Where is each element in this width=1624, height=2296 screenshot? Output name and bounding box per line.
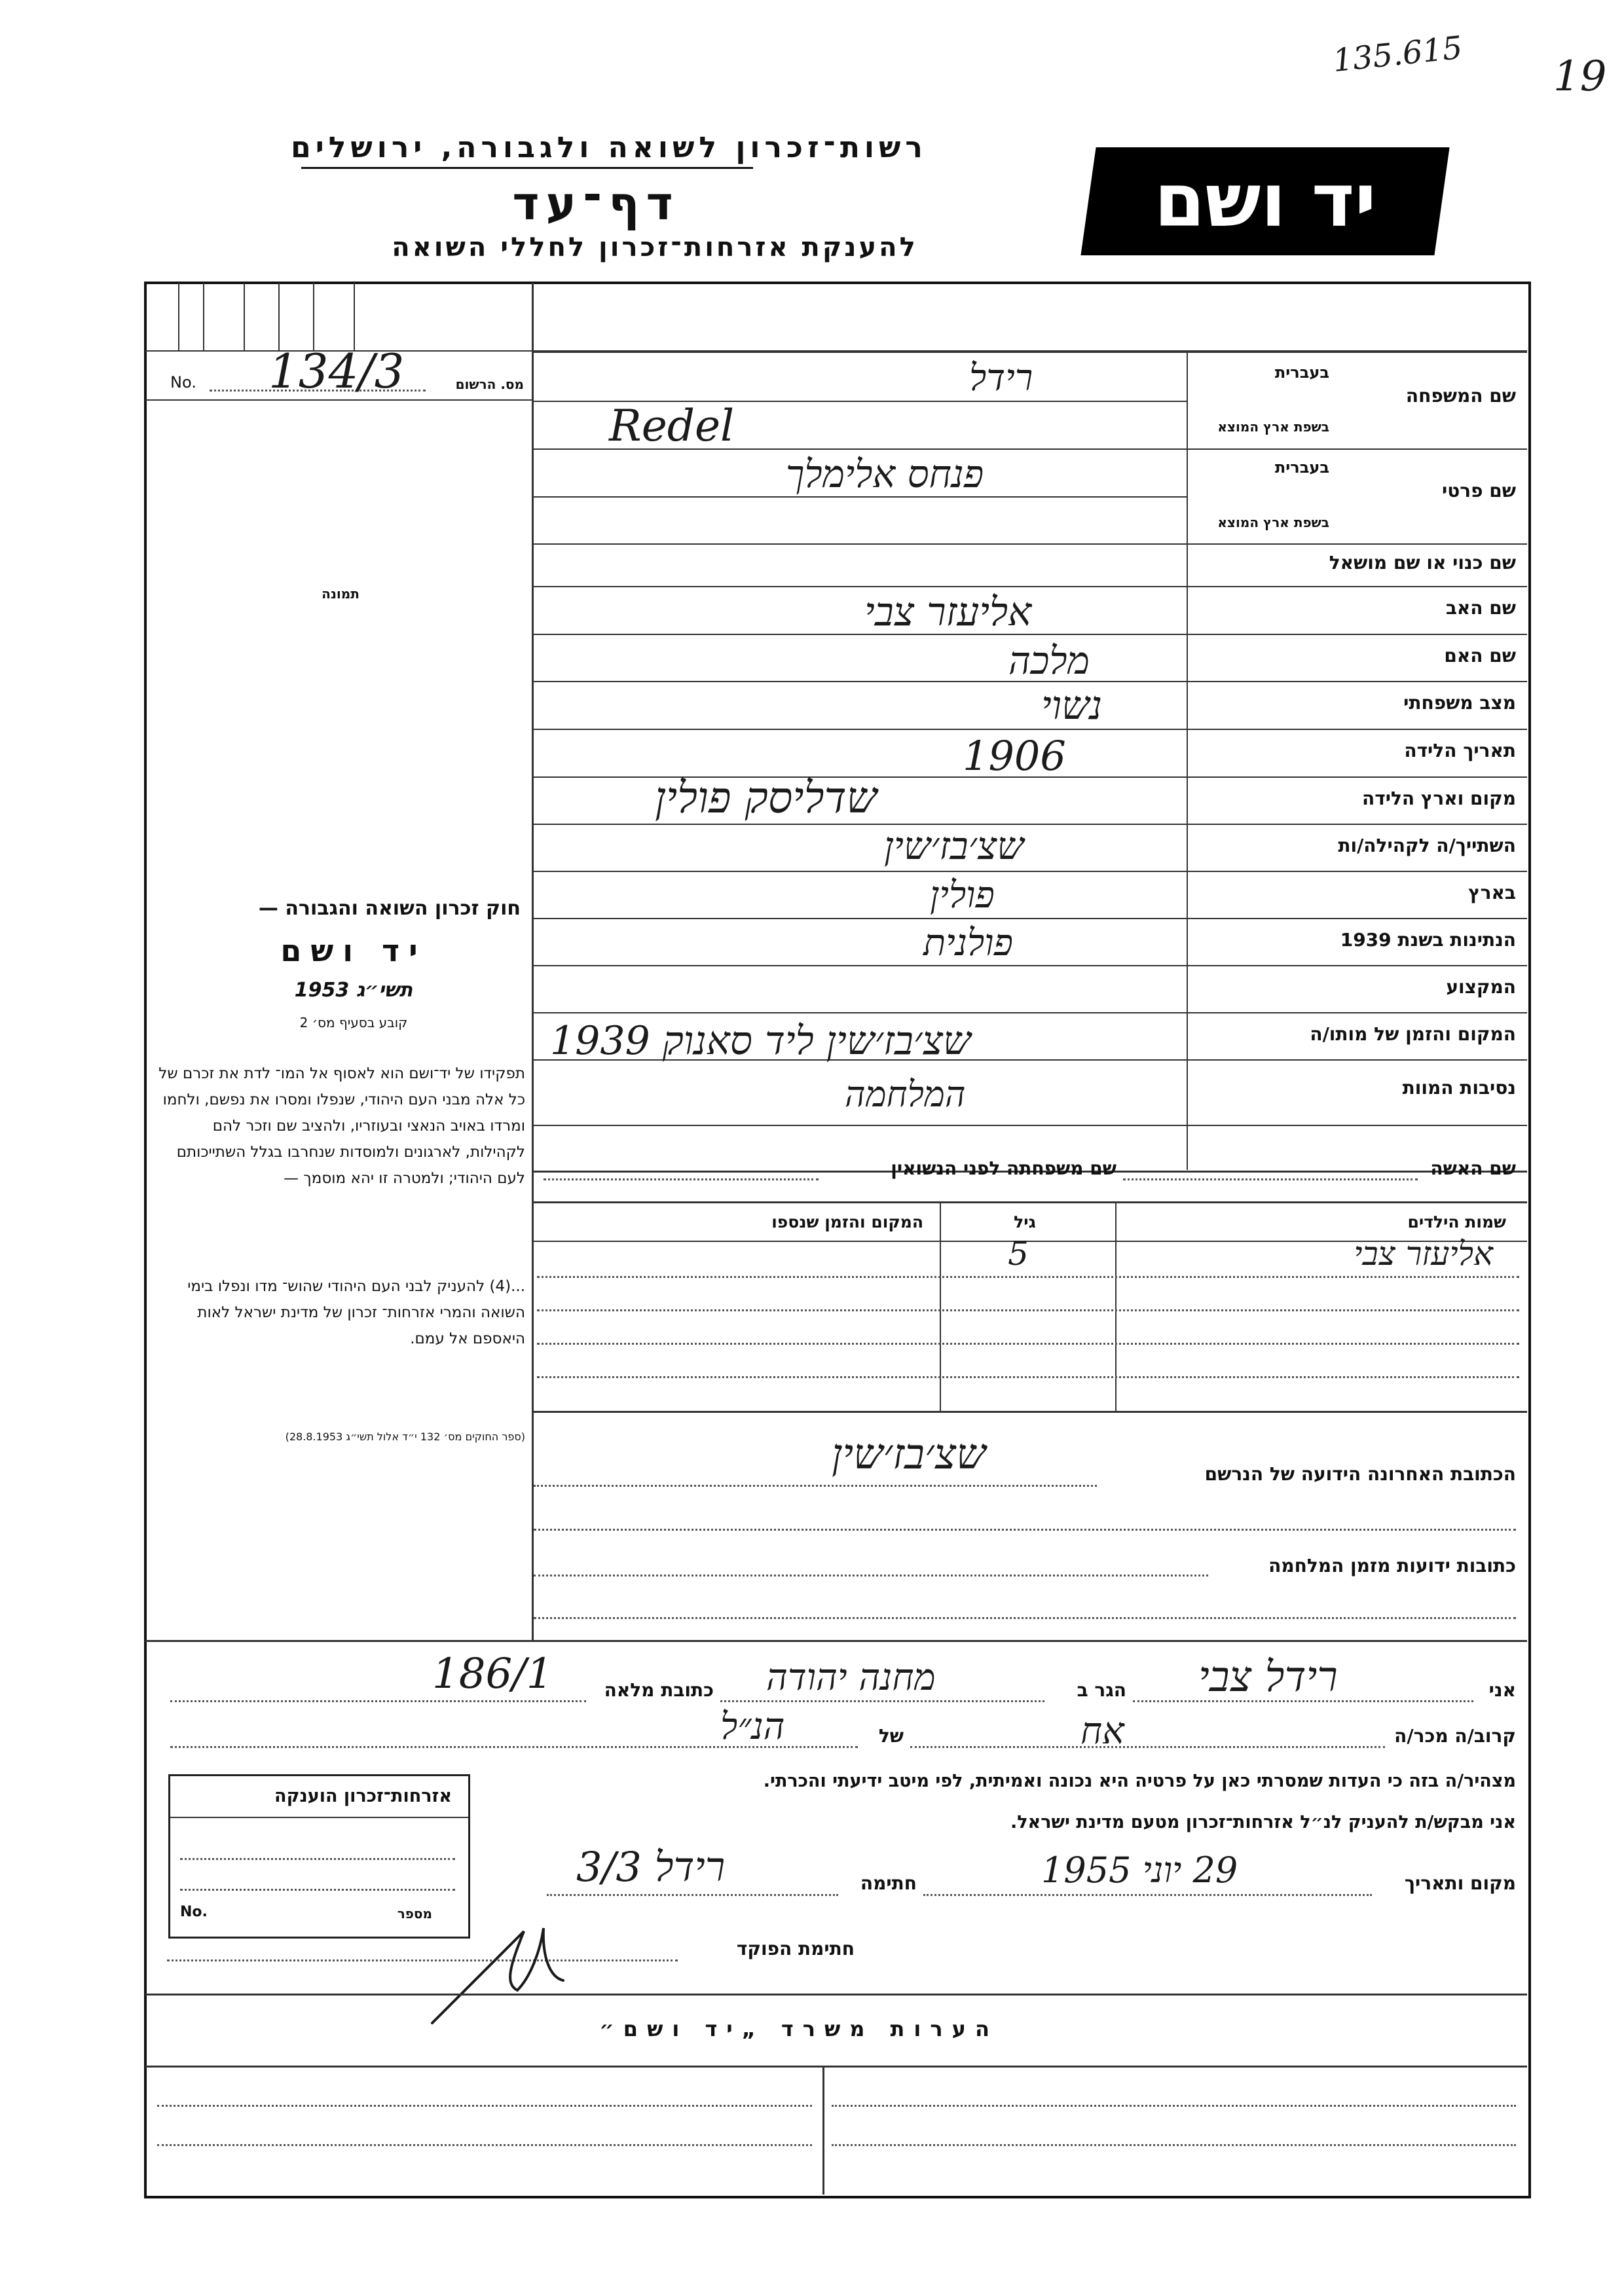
form-subtitle: להענקת אזרחות־זכרון לחללי השואה [392, 232, 918, 263]
occupation-label: המקצוע [1446, 976, 1516, 998]
death-circumstances-label: נסיבות המוות [1402, 1077, 1516, 1099]
given-name-value: פנחס אלימלך [786, 452, 984, 496]
remarks-divider [822, 2067, 824, 2195]
given-name-label: שם פרטי [1441, 480, 1516, 501]
registration-number: 134/3 [268, 344, 405, 399]
last-address-value: שצ׳בז׳שין [832, 1430, 986, 1479]
death-place-time-value: שצ׳בז׳שין ליד סאנוק 1939 [550, 1018, 971, 1064]
surname-origin-lang-label: בשפת ארץ המוצא [1217, 419, 1329, 435]
marital-status-value: נשוי [1041, 683, 1103, 729]
wife-maiden-name-label: שם משפחתה לפני הנשואין [891, 1157, 1116, 1179]
country-label: בארץ [1468, 882, 1516, 903]
nickname-label: שם כנוי או שם מושאל [1329, 552, 1516, 574]
given-hebrew-label: בעברית [1274, 458, 1329, 477]
declaration-statement-2: אני מבקש/ת להעניק לנ״ל אזרחות־זכרון מטעם מדינת ישראל. [1010, 1812, 1516, 1832]
citizenship-granted-title: אזרחות־זכרון הוענקה [274, 1786, 452, 1806]
citizenship-value: פולנית [923, 922, 1013, 964]
surname-latin-value: Redel [609, 401, 735, 451]
resides-in-value: מחנה יהודה [766, 1656, 936, 1699]
relation-value: אח [1080, 1710, 1124, 1753]
death-circumstances-value: המלחמה [845, 1074, 966, 1115]
birth-date-label: תאריך הלידה [1404, 740, 1516, 761]
death-place-time-label: המקום והזמן של מותו/ה [1310, 1023, 1516, 1045]
surname-hebrew-value: רידל [969, 357, 1033, 399]
last-address-label: הכתובת האחרונה הידועה של הנרשם [1204, 1463, 1516, 1485]
children-col-divider-2 [940, 1203, 941, 1411]
photo-label: תמונה [322, 586, 360, 602]
surname-label: שם המשפחה [1405, 385, 1516, 407]
wife-name-label: שם האשה [1430, 1157, 1516, 1179]
law-paragraph: תפקידו של יד־ושם הוא לאסוף אל המו־ לדת את זכרם של כל אלה מבני העם היהודי, שנפלו ומסרו את נפשם, ולחמו ומרדו באויב הנאצי ובעוזריו, ולהציב שם וזכר להם לקהילות, לארגונים ולמוסדות שנחרבו בגלל השתייכותם לעם היהודי; ולמטרה זו יהא מוסמך — [158, 1065, 525, 1187]
relative-label: קרוב/ה מכר/ה [1394, 1725, 1516, 1747]
law-source: (ספר החוקים מס׳ 132 י״ד אלול תשי״ג 28.8.1953) [285, 1430, 525, 1443]
wartime-address-label: כתובות ידועות מזמן המלחמה [1268, 1555, 1516, 1576]
place-date-label: מקום ותאריך [1404, 1872, 1516, 1894]
birth-place-label: מקום וארץ הלידה [1362, 788, 1516, 809]
label-column-divider [1187, 352, 1188, 1170]
father-name-label: שם האב [1445, 597, 1516, 619]
birth-place-value: שדליסק פולין [655, 773, 877, 823]
stamp-no-label: No. [180, 1904, 208, 1920]
country-value: פולין [930, 874, 995, 917]
birth-date-value: 1906 [963, 732, 1066, 780]
panel-divider [532, 283, 534, 1641]
archive-number: 135.615 [1331, 29, 1464, 80]
children-cell: 5 [1008, 1235, 1029, 1273]
logo-text: יד ושם [1154, 158, 1376, 244]
law-clause-4: ...(4) להעניק לבני העם היהודי שהוש־ מדו ונפלו בימי השואה והמרי אזרחות־ זכרון של מדינת ישראל לאות היאספם אל עמם. [187, 1278, 525, 1347]
surname-hebrew-label: בעברית [1274, 363, 1329, 382]
law-clause: קובע בסעיף מס׳ 2 [299, 1015, 408, 1030]
children-header-2: המקום והזמן שנספו [771, 1212, 923, 1231]
reg-no-label: מס. הרשום [455, 376, 524, 392]
stamp-number-label: מספר [397, 1906, 432, 1922]
children-row-line [537, 1376, 1519, 1378]
office-remarks-title: הערות משרד „יד ושם״ [599, 2016, 999, 2041]
authority-underline [301, 167, 753, 169]
community-value: שצ׳בז׳שין [884, 824, 1024, 868]
form-title: דף־עד [512, 177, 680, 230]
edge-number: 19 [1553, 52, 1607, 101]
authority-name: רשות־זכרון לשואה ולגבורה, ירושלים [291, 131, 927, 164]
given-origin-lang-label: בשפת ארץ המוצא [1217, 515, 1329, 530]
children-header-0: שמות הילדים [1407, 1212, 1506, 1231]
of-label: של [878, 1725, 904, 1747]
children-col-divider-1 [1115, 1203, 1116, 1411]
of-value: הנ״ל [720, 1705, 785, 1748]
signature-label: חתימה [860, 1872, 917, 1894]
declarant-name-value: רידל צבי [1198, 1653, 1338, 1702]
yad-vashem-logo [1080, 147, 1449, 255]
children-row-line [537, 1343, 1519, 1345]
declarant-i-label: אני [1488, 1679, 1516, 1701]
children-header-1: גיל [1014, 1212, 1036, 1231]
declaration-statement-1: מצהיר/ה בזה כי העדות שמסרתי כאן על פרטיה היא נכונה ואמיתית, לפי מיטב ידיעתי והכרתי. [763, 1771, 1516, 1791]
children-cell: אליעזר צבי [1354, 1235, 1493, 1273]
father-name-value: אליעזר צבי [864, 589, 1032, 635]
full-address-value: 186/1 [432, 1650, 553, 1698]
citizenship-granted-box [168, 1774, 470, 1939]
law-title: חוק זכרון השואה והגבורה — [258, 897, 521, 920]
law-year: תשי״ג 1953 [294, 979, 413, 1002]
children-row-line [537, 1309, 1519, 1311]
children-row-line [537, 1276, 1519, 1278]
mother-name-label: שם האם [1444, 645, 1516, 666]
full-address-label: כתובת מלאה [604, 1679, 714, 1701]
place-date-value: 29 יוני 1955 [1041, 1850, 1238, 1891]
officer-signature-label: חתימת הפוקד [736, 1938, 855, 1959]
mother-name-value: מלכה [1008, 638, 1090, 683]
declarant-signature-value: רידל 3/3 [576, 1843, 726, 1891]
law-name: יד ושם [280, 933, 427, 968]
no-label: No. [170, 373, 196, 392]
community-label: השתייך/ה לקהילה/ות [1338, 835, 1516, 856]
citizenship-label: הנתינות בשנת 1939 [1340, 929, 1516, 951]
marital-status-label: מצב משפחתי [1403, 692, 1516, 714]
resides-in-label: הגר ב [1077, 1679, 1126, 1701]
